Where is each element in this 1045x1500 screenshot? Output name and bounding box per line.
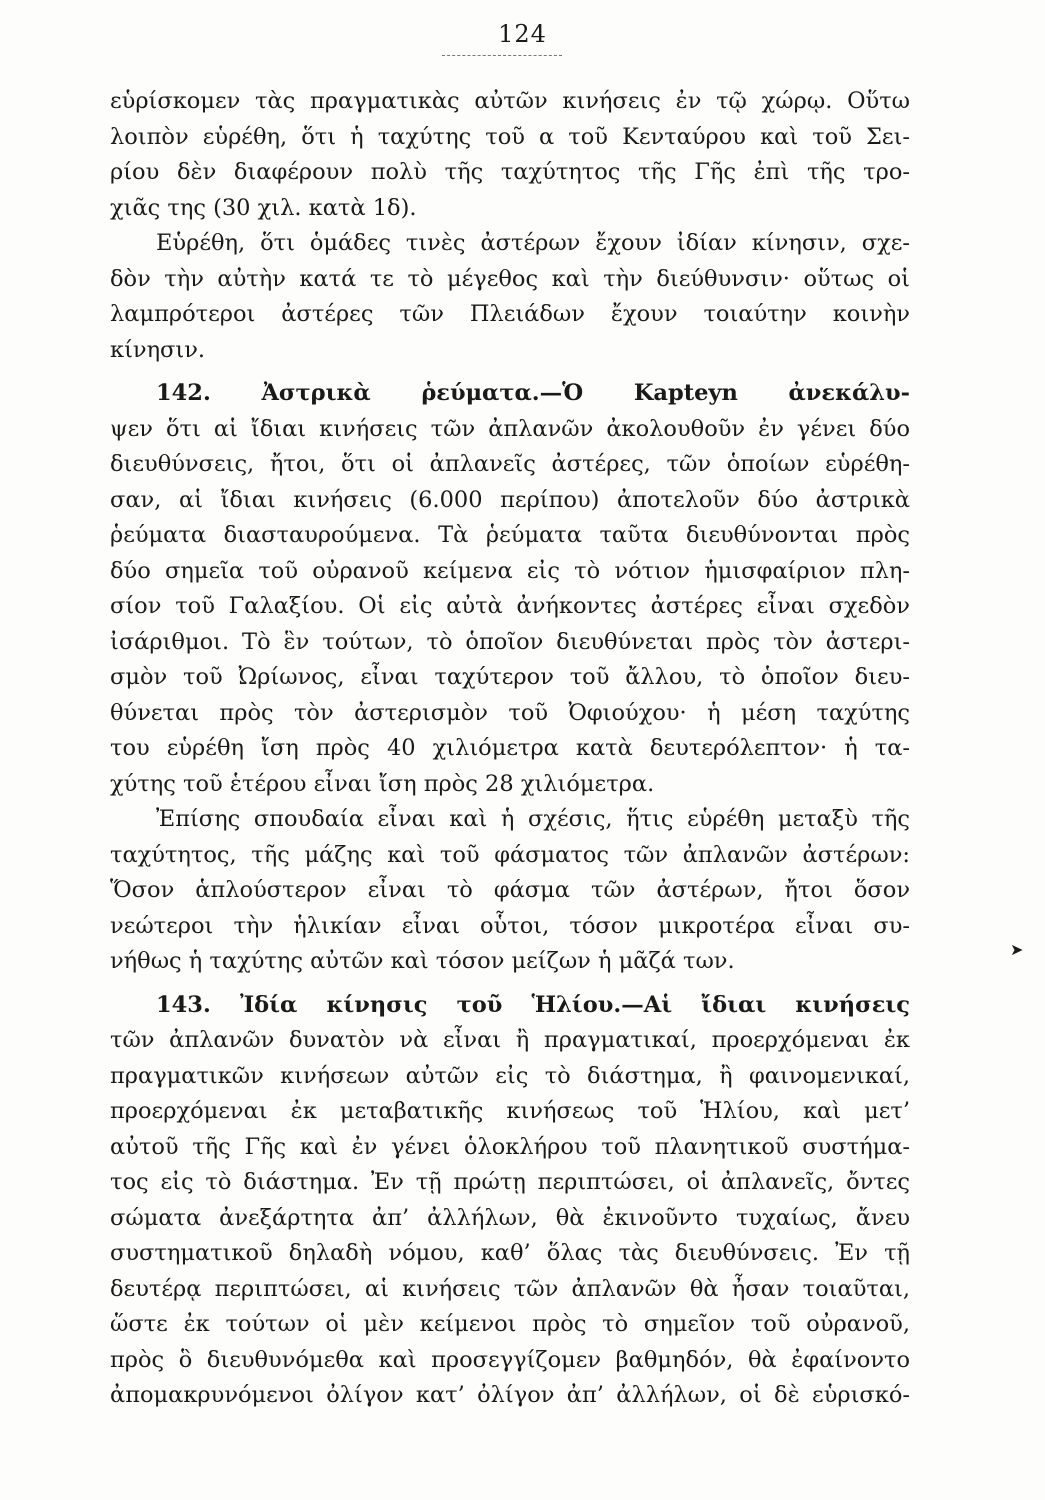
text-line: νεώτεροι τὴν ἡλικίαν εἶναι οὗτοι, τόσον μικροτέρα εἶναι συ-	[110, 912, 910, 939]
text-line: προερχόμεναι ἐκ μεταβατικῆς κινήσεως τοῦ Ἡλίου, καὶ μετ’	[110, 1098, 910, 1124]
section-heading-line: 143. Ἰδία κίνησις τοῦ Ἡλίου.—Αἱ ἴδιαι κινήσεις	[156, 991, 910, 1018]
text-line: κίνησιν.	[110, 336, 206, 363]
page-number: 124	[498, 20, 547, 48]
text-line: ταχύτητος, τῆς μάζης καὶ τοῦ φάσματος τῶν ἀπλανῶν ἀστέρων:	[110, 841, 910, 868]
text-line: ἀπομακρυνόμενοι ὀλίγον κατ’ ὀλίγον ἀπ’ ἀλλήλων, οἱ δὲ εὑρισκό-	[110, 1382, 910, 1408]
margin-arrow-icon: ➤	[1010, 940, 1024, 959]
text-line: σίον τοῦ Γαλαξίου. Οἱ εἰς αὐτὰ ἀνήκοντες ἀστέρες εἶναι σχεδὸν	[110, 593, 910, 619]
text-line: χιᾶς της (30 χιλ. κατὰ 1δ).	[110, 194, 417, 221]
text-line: πρὸς ὃ διευθυνόμεθα καὶ προσεγγίζομεν βαθμηδόν, θὰ ἐφαίνοντο	[110, 1346, 910, 1373]
text-line: νήθως ἡ ταχύτης αὐτῶν καὶ τόσον μείζων ἡ μᾶζά των.	[110, 948, 735, 974]
text-line: δύο σημεῖα τοῦ οὐρανοῦ κείμενα εἰς τὸ νότιον ἡμισφαίριον πλη-	[110, 557, 910, 584]
section-heading-line: 142. Ἀστρικὰ ῥεύματα.—Ὁ Kapteyn ἀνεκάλυ-	[156, 380, 910, 406]
text-line: ὥστε ἐκ τούτων οἱ μὲν κείμενοι πρὸς τὸ σημεῖον τοῦ οὐρανοῦ,	[110, 1311, 910, 1337]
text-line: σαν, αἱ ἴδιαι κινήσεις (6.000 περίπου) ἀποτελοῦν δύο ἀστρικὰ	[110, 486, 910, 513]
text-line: δὸν τὴν αὐτὴν κατά τε τὸ μέγεθος καὶ τὴν διεύθυνσιν· οὕτως οἱ	[110, 265, 910, 292]
text-line: λαμπρότεροι ἀστέρες τῶν Πλειάδων ἔχουν τοιαύτην κοινὴν	[110, 301, 910, 327]
text-line: σώματα ἀνεξάρτητα ἀπ’ ἀλλήλων, θὰ ἐκινοῦντο τυχαίως, ἄνευ	[110, 1204, 910, 1231]
text-line: τῶν ἀπλανῶν δυνατὸν νὰ εἶναι ἢ πραγματικαί, προερχόμεναι ἐκ	[110, 1027, 910, 1053]
section-142	[110, 376, 910, 802]
text-line: λοιπὸν εὑρέθη, ὅτι ἡ ταχύτης τοῦ α τοῦ Κενταύρου καὶ τοῦ Σει-	[110, 123, 910, 150]
text-line: δευτέρᾳ περιπτώσει, αἱ κινήσεις τῶν ἀπλανῶν θὰ ἦσαν τοιαῦται,	[110, 1275, 910, 1302]
text-line: ψεν ὅτι αἱ ἴδιαι κινήσεις τῶν ἀπλανῶν ἀκολουθοῦν ἐν γένει δύο	[110, 415, 910, 442]
text-line: Εὑρέθη, ὅτι ὁμάδες τινὲς ἀστέρων ἔχουν ἰδίαν κίνησιν, σχε-	[156, 230, 910, 256]
section-143	[110, 988, 910, 1414]
text-line: διευθύνσεις, ἤτοι, ὅτι οἱ ἀπλανεῖς ἀστέρες, τῶν ὁποίων εὑρέθη-	[110, 451, 910, 477]
paragraph-star-groups	[110, 226, 910, 368]
paragraph-velocity-relation	[110, 802, 910, 980]
text-line: συστηματικοῦ δηλαδὴ νόμου, καθ’ ὅλας τὰς διευθύνσεις. Ἐν τῇ	[110, 1240, 910, 1266]
text-line: τος εἰς τὸ διάστημα. Ἐν τῇ πρώτῃ περιπτώσει, οἱ ἀπλανεῖς, ὄντες	[110, 1169, 910, 1195]
text-line: ῥεύματα διασταυρούμενα. Τὰ ῥεύματα ταῦτα διευθύνονται πρὸς	[110, 522, 910, 548]
text-line: Ἐπίσης σπουδαία εἶναι καὶ ἡ σχέσις, ἥτις εὑρέθη μεταξὺ τῆς	[156, 806, 910, 832]
text-line: εὑρίσκομεν τὰς πραγματικὰς αὐτῶν κινήσεις ἐν τῷ χώρῳ. Οὕτω	[110, 88, 910, 114]
text-line: Ὅσον ἁπλούστερον εἶναι τὸ φάσμα τῶν ἀστέρων, ἤτοι ὅσον	[110, 877, 910, 903]
paragraph-continuation	[110, 84, 910, 226]
body-text	[110, 84, 910, 1414]
text-line: αὐτοῦ τῆς Γῆς καὶ ἐν γένει ὁλοκλήρου τοῦ πλανητικοῦ συστήμα-	[110, 1133, 910, 1160]
text-line: θύνεται πρὸς τὸν ἀστερισμὸν τοῦ Ὀφιούχου· ἡ μέση ταχύτης	[110, 699, 910, 726]
text-line: χύτης τοῦ ἑτέρου εἶναι ἴση πρὸς 28 χιλιόμετρα.	[110, 770, 655, 797]
text-line: πραγματικῶν κινήσεων αὐτῶν εἰς τὸ διάστημα, ἢ φαινομενικαί,	[110, 1062, 910, 1089]
text-line: ἰσάριθμοι. Τὸ ἓν τούτων, τὸ ὁποῖον διευθύνεται πρὸς τὸν ἀστερι-	[110, 628, 910, 655]
text-line: σμὸν τοῦ Ὠρίωνος, εἶναι ταχύτερον τοῦ ἄλλου, τὸ ὁποῖον διευ-	[110, 664, 910, 690]
header-rule	[442, 55, 562, 56]
text-line: του εὑρέθη ἴση πρὸς 40 χιλιόμετρα κατὰ δευτερόλεπτον· ἡ τα-	[110, 735, 910, 761]
text-line: ρίου δὲν διαφέρουν πολὺ τῆς ταχύτητος τῆς Γῆς ἐπὶ τῆς τρο-	[110, 159, 910, 185]
